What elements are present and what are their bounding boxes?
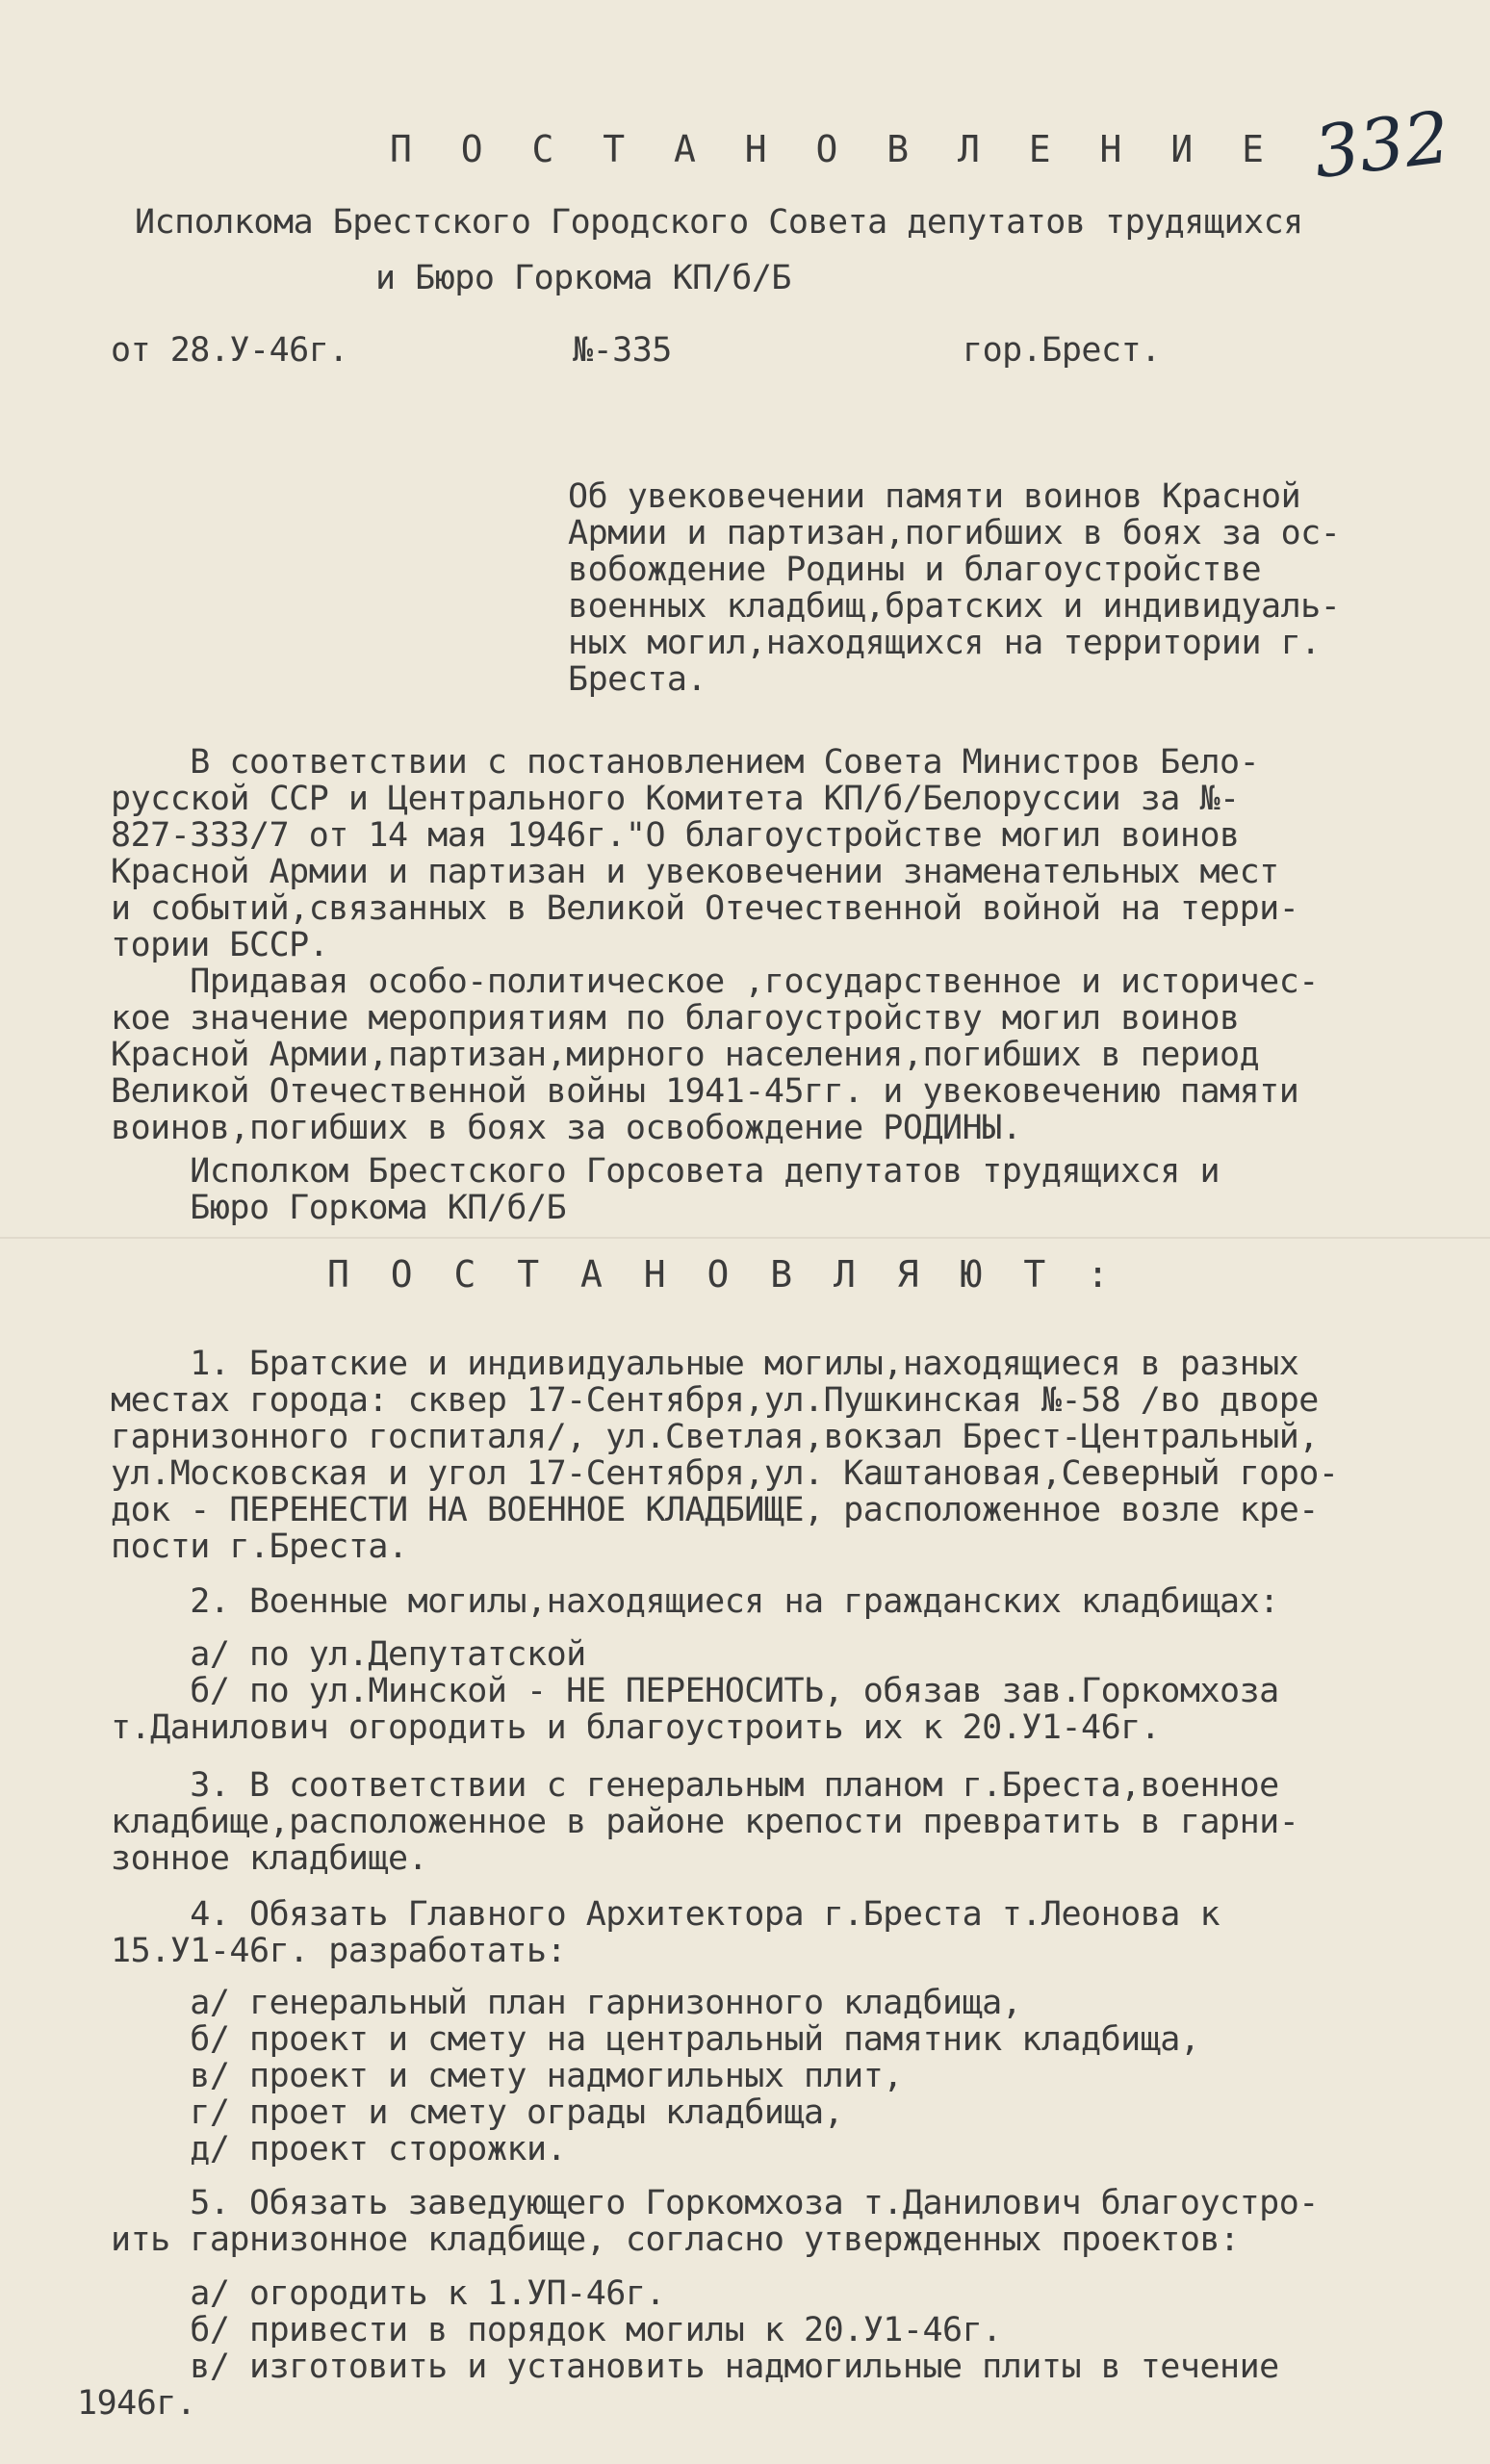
preamble-line: Великой Отечественной войны 1941-45гг. и увековечению памяти xyxy=(111,1072,1299,1111)
resolve-heading: П О С Т А Н О В Л Я Ю Т : xyxy=(327,1253,1118,1296)
document-place: гор.Брест. xyxy=(963,331,1161,370)
body-line: зонное кладбище. xyxy=(111,1839,428,1878)
body-line: пости г.Бреста. xyxy=(111,1527,408,1566)
subject-line: Об увековечении памяти воинов Красной xyxy=(568,477,1301,516)
body-line: ул.Московская и угол 17-Сентября,ул. Каштановая,Северный горо- xyxy=(111,1454,1339,1493)
subject-line: Армии и партизан,погибших в боях за ос- xyxy=(568,514,1341,552)
body-line: 1946г. xyxy=(77,2384,196,2423)
preamble-line: Бюро Горкома КП/б/Б xyxy=(111,1189,567,1227)
body-line: 5. Обязать заведующего Горкомхоза т.Данилович благоустро- xyxy=(111,2184,1319,2222)
body-line: б/ по ул.Минской - НЕ ПЕРЕНОСИТЬ, обязав зав.Горкомхоза xyxy=(111,1672,1279,1710)
issuer-line-1: Исполкома Брестского Городского Совета депутатов трудящихся xyxy=(135,203,1303,242)
preamble-line: 827-333/7 от 14 мая 1946г."О благоустройстве могил воинов xyxy=(111,816,1240,855)
body-line: д/ проект сторожки. xyxy=(111,2130,567,2169)
body-line: т.Данилович огородить и благоустроить их к 20.У1-46г. xyxy=(111,1708,1161,1747)
body-line: в/ изготовить и установить надмогильные плиты в течение xyxy=(111,2348,1279,2386)
body-line: а/ генеральный план гарнизонного кладбища, xyxy=(111,1984,1022,2022)
subject-line: вобождение Родины и благоустройстве xyxy=(568,551,1262,589)
preamble-line: Красной Армии и партизан и увековечении знаменательных мест xyxy=(111,853,1279,891)
paper-fold xyxy=(0,1237,1490,1239)
body-line: док - ПЕРЕНЕСТИ НА ВОЕННОЕ КЛАДБИЩЕ, расположенное возле кре- xyxy=(111,1491,1319,1529)
body-line: б/ привести в порядок могилы к 20.У1-46г. xyxy=(111,2311,1002,2349)
issuer-line-2: и Бюро Горкома КП/б/Б xyxy=(375,259,792,297)
body-line: г/ проет и смету ограды кладбища, xyxy=(111,2093,844,2132)
document-number: №-335 xyxy=(573,331,672,370)
body-line: а/ по ул.Депутатской xyxy=(111,1635,586,1674)
body-line: 3. В соответствии с генеральным планом г.Бреста,военное xyxy=(111,1766,1279,1805)
document-date: от 28.У-46г. xyxy=(111,331,348,370)
body-line: 1. Братские и индивидуальные могилы,находящиеся в разных xyxy=(111,1345,1299,1383)
body-line: гарнизонного госпиталя/, ул.Светлая,вокзал Брест-Центральный, xyxy=(111,1418,1319,1456)
body-line: 2. Военные могилы,находящиеся на гражданских кладбищах: xyxy=(111,1582,1279,1621)
body-line: 15.У1-46г. разработать: xyxy=(111,1932,567,1970)
preamble-line: Придавая особо-политическое ,государственное и историчес- xyxy=(111,962,1319,1001)
preamble-line: кое значение мероприятиям по благоустройству могил воинов xyxy=(111,999,1240,1038)
body-line: а/ огородить к 1.УП-46г. xyxy=(111,2274,666,2313)
preamble-line: В соответствии с постановлением Совета Министров Бело- xyxy=(111,743,1260,782)
document-title: П О С Т А Н О В Л Е Н И Е xyxy=(390,128,1277,170)
preamble-line: воинов,погибших в боях за освобождение РОДИНЫ. xyxy=(111,1109,1022,1147)
subject-line: военных кладбищ,братских и индивидуаль- xyxy=(568,587,1341,626)
subject-line: ных могил,находящихся на территории г. xyxy=(568,624,1321,662)
preamble-line: тории БССР. xyxy=(111,926,329,964)
handwritten-page-number: 332 xyxy=(1309,95,1454,195)
body-line: 4. Обязать Главного Архитектора г.Бреста т.Леонова к xyxy=(111,1895,1220,1934)
preamble-line: Красной Армии,партизан,мирного населения,погибших в период xyxy=(111,1036,1260,1074)
body-line: в/ проект и смету надмогильных плит, xyxy=(111,2057,903,2095)
body-line: б/ проект и смету на центральный памятник кладбища, xyxy=(111,2020,1200,2059)
body-line: местах города: сквер 17-Сентября,ул.Пушкинская №-58 /во дворе xyxy=(111,1381,1319,1420)
body-line: кладбище,расположенное в районе крепости превратить в гарни- xyxy=(111,1803,1299,1841)
body-line: ить гарнизонное кладбище, согласно утвержденных проектов: xyxy=(111,2220,1240,2259)
preamble-line: Исполком Брестского Горсовета депутатов трудящихся и xyxy=(111,1152,1220,1191)
preamble-line: и событий,связанных в Великой Отечественной войной на терри- xyxy=(111,889,1299,928)
subject-line: Бреста. xyxy=(568,660,707,699)
preamble-line: русской ССР и Центрального Комитета КП/б/Белоруссии за №- xyxy=(111,780,1240,818)
